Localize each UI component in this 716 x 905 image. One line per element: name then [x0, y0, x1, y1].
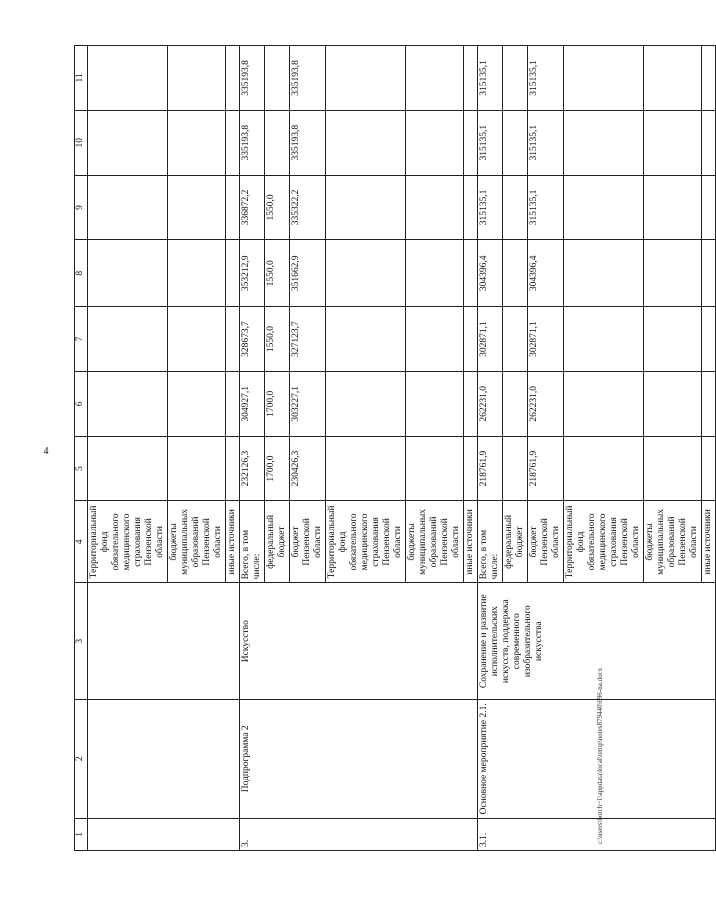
value-cell: 304396,4 — [528, 240, 564, 307]
value-cell — [464, 110, 478, 175]
value-cell: 328673,7 — [240, 307, 265, 372]
value-cell — [644, 307, 702, 372]
value-cell — [564, 175, 644, 240]
value-cell: 335193,8 — [240, 110, 265, 175]
header-cell: 2 — [75, 699, 88, 818]
value-cell: 351662,9 — [290, 240, 326, 307]
value-cell — [265, 46, 290, 111]
value-cell: 336872,2 — [240, 175, 265, 240]
value-cell — [326, 240, 406, 307]
value-cell — [702, 46, 716, 111]
program-name: Подпрограмма 2 — [240, 699, 478, 818]
value-cell: 335193,8 — [290, 110, 326, 175]
value-cell: 302871,1 — [478, 307, 503, 372]
source-cell: федеральный бюджет — [503, 501, 528, 583]
source-cell: иные источники — [464, 501, 478, 583]
source-cell: федеральный бюджет — [265, 501, 290, 583]
value-cell: 315135,1 — [478, 46, 503, 111]
source-cell: Территориальный фонд обязательного медицинского страхования Пензенской области — [564, 501, 644, 583]
header-cell: 7 — [75, 307, 88, 372]
source-cell: Территориальный фонд обязательного медицинского страхования Пензенской области — [326, 501, 406, 583]
source-cell: бюджеты муниципальных образований Пензенской области — [406, 501, 464, 583]
value-cell: 1700,0 — [265, 436, 290, 501]
value-cell — [406, 307, 464, 372]
value-cell: 327123,7 — [290, 307, 326, 372]
value-cell: 315135,1 — [528, 46, 564, 111]
value-cell — [503, 240, 528, 307]
value-cell: 1550,0 — [265, 307, 290, 372]
value-cell: 315135,1 — [478, 175, 503, 240]
value-cell — [644, 46, 702, 111]
value-cell — [644, 371, 702, 436]
header-cell: 3 — [75, 583, 88, 700]
value-cell: 262231,0 — [528, 371, 564, 436]
value-cell — [702, 307, 716, 372]
value-cell — [464, 240, 478, 307]
value-cell — [326, 110, 406, 175]
value-cell: 315135,1 — [478, 110, 503, 175]
value-cell — [464, 175, 478, 240]
header-cell: 4 — [75, 501, 88, 583]
value-cell — [406, 371, 464, 436]
value-cell — [326, 436, 406, 501]
source-cell: бюджеты муниципальных образований Пензенской области — [644, 501, 702, 583]
value-cell — [326, 46, 406, 111]
value-cell — [702, 110, 716, 175]
value-cell: 335322,2 — [290, 175, 326, 240]
row-number: 3.1. — [478, 818, 716, 850]
source-cell: Всего, в том числе: — [478, 501, 503, 583]
value-cell — [326, 371, 406, 436]
value-cell: 218761,9 — [478, 436, 503, 501]
value-cell — [464, 371, 478, 436]
value-cell — [406, 175, 464, 240]
value-cell: 262231,0 — [478, 371, 503, 436]
source-cell: иные источники — [226, 501, 240, 583]
header-cell: 6 — [75, 371, 88, 436]
value-cell: 232126,3 — [240, 436, 265, 501]
value-cell: 335193,8 — [240, 46, 265, 111]
source-cell: бюджет Пензенской области — [528, 501, 564, 583]
table-row — [478, 46, 503, 851]
value-cell — [503, 46, 528, 111]
value-cell — [564, 240, 644, 307]
value-cell — [702, 436, 716, 501]
value-cell — [702, 175, 716, 240]
value-cell — [406, 240, 464, 307]
value-cell — [564, 110, 644, 175]
value-cell — [406, 110, 464, 175]
source-cell: иные источники — [702, 501, 716, 583]
value-cell: 218761,9 — [528, 436, 564, 501]
value-cell — [503, 307, 528, 372]
value-cell — [644, 240, 702, 307]
value-cell: 1550,0 — [265, 175, 290, 240]
value-cell — [503, 110, 528, 175]
header-cell: 9 — [75, 175, 88, 240]
table-row — [88, 46, 168, 851]
value-cell — [644, 110, 702, 175]
value-cell — [564, 46, 644, 111]
value-cell — [326, 175, 406, 240]
header-cell: 8 — [75, 240, 88, 307]
value-cell — [265, 110, 290, 175]
budget-table — [74, 45, 716, 851]
source-cell: бюджеты муниципальных образований Пензенской области — [168, 501, 226, 583]
source-cell: бюджет Пензенской области — [290, 501, 326, 583]
value-cell — [406, 436, 464, 501]
source-cell: Территориальный фонд обязательного медицинского страхования Пензенской области — [88, 501, 168, 583]
value-cell: 315135,1 — [528, 110, 564, 175]
table-row — [240, 46, 265, 851]
value-cell — [464, 46, 478, 111]
program-title: Искусство — [240, 583, 478, 700]
value-cell — [503, 175, 528, 240]
value-cell: 353212,9 — [240, 240, 265, 307]
value-cell — [564, 307, 644, 372]
value-cell: 304927,1 — [240, 371, 265, 436]
value-cell — [503, 436, 528, 501]
program-title: Сохранение и развитие исполнительских искусств, поддержка современного изобразительного искусства — [478, 583, 716, 700]
value-cell — [464, 307, 478, 372]
value-cell: 1700,0 — [265, 371, 290, 436]
value-cell — [702, 371, 716, 436]
value-cell: 1550,0 — [265, 240, 290, 307]
header-cell: 10 — [75, 110, 88, 175]
row-number: 3. — [240, 818, 478, 850]
value-cell: 302871,1 — [528, 307, 564, 372]
value-cell — [644, 175, 702, 240]
value-cell — [564, 436, 644, 501]
value-cell — [503, 371, 528, 436]
value-cell — [326, 307, 406, 372]
page-number: 4 — [43, 446, 49, 457]
header-cell: 11 — [75, 46, 88, 111]
program-name: Основное мероприятие 2.1. — [478, 699, 716, 818]
value-cell: 303227,1 — [290, 371, 326, 436]
value-cell: 230426,3 — [290, 436, 326, 501]
value-cell: 315135,1 — [528, 175, 564, 240]
header-row — [75, 46, 88, 851]
source-cell: Всего, в том числе: — [240, 501, 265, 583]
value-cell — [702, 240, 716, 307]
value-cell: 304396,4 — [478, 240, 503, 307]
header-cell: 5 — [75, 436, 88, 501]
value-cell — [644, 436, 702, 501]
value-cell — [464, 436, 478, 501]
value-cell — [406, 46, 464, 111]
value-cell — [564, 371, 644, 436]
header-cell: 1 — [75, 818, 88, 850]
footer-file-path: c:\users\borch~1\appdata\local\temp\notes879440\696-na.docx — [596, 667, 604, 844]
value-cell: 335193,8 — [290, 46, 326, 111]
